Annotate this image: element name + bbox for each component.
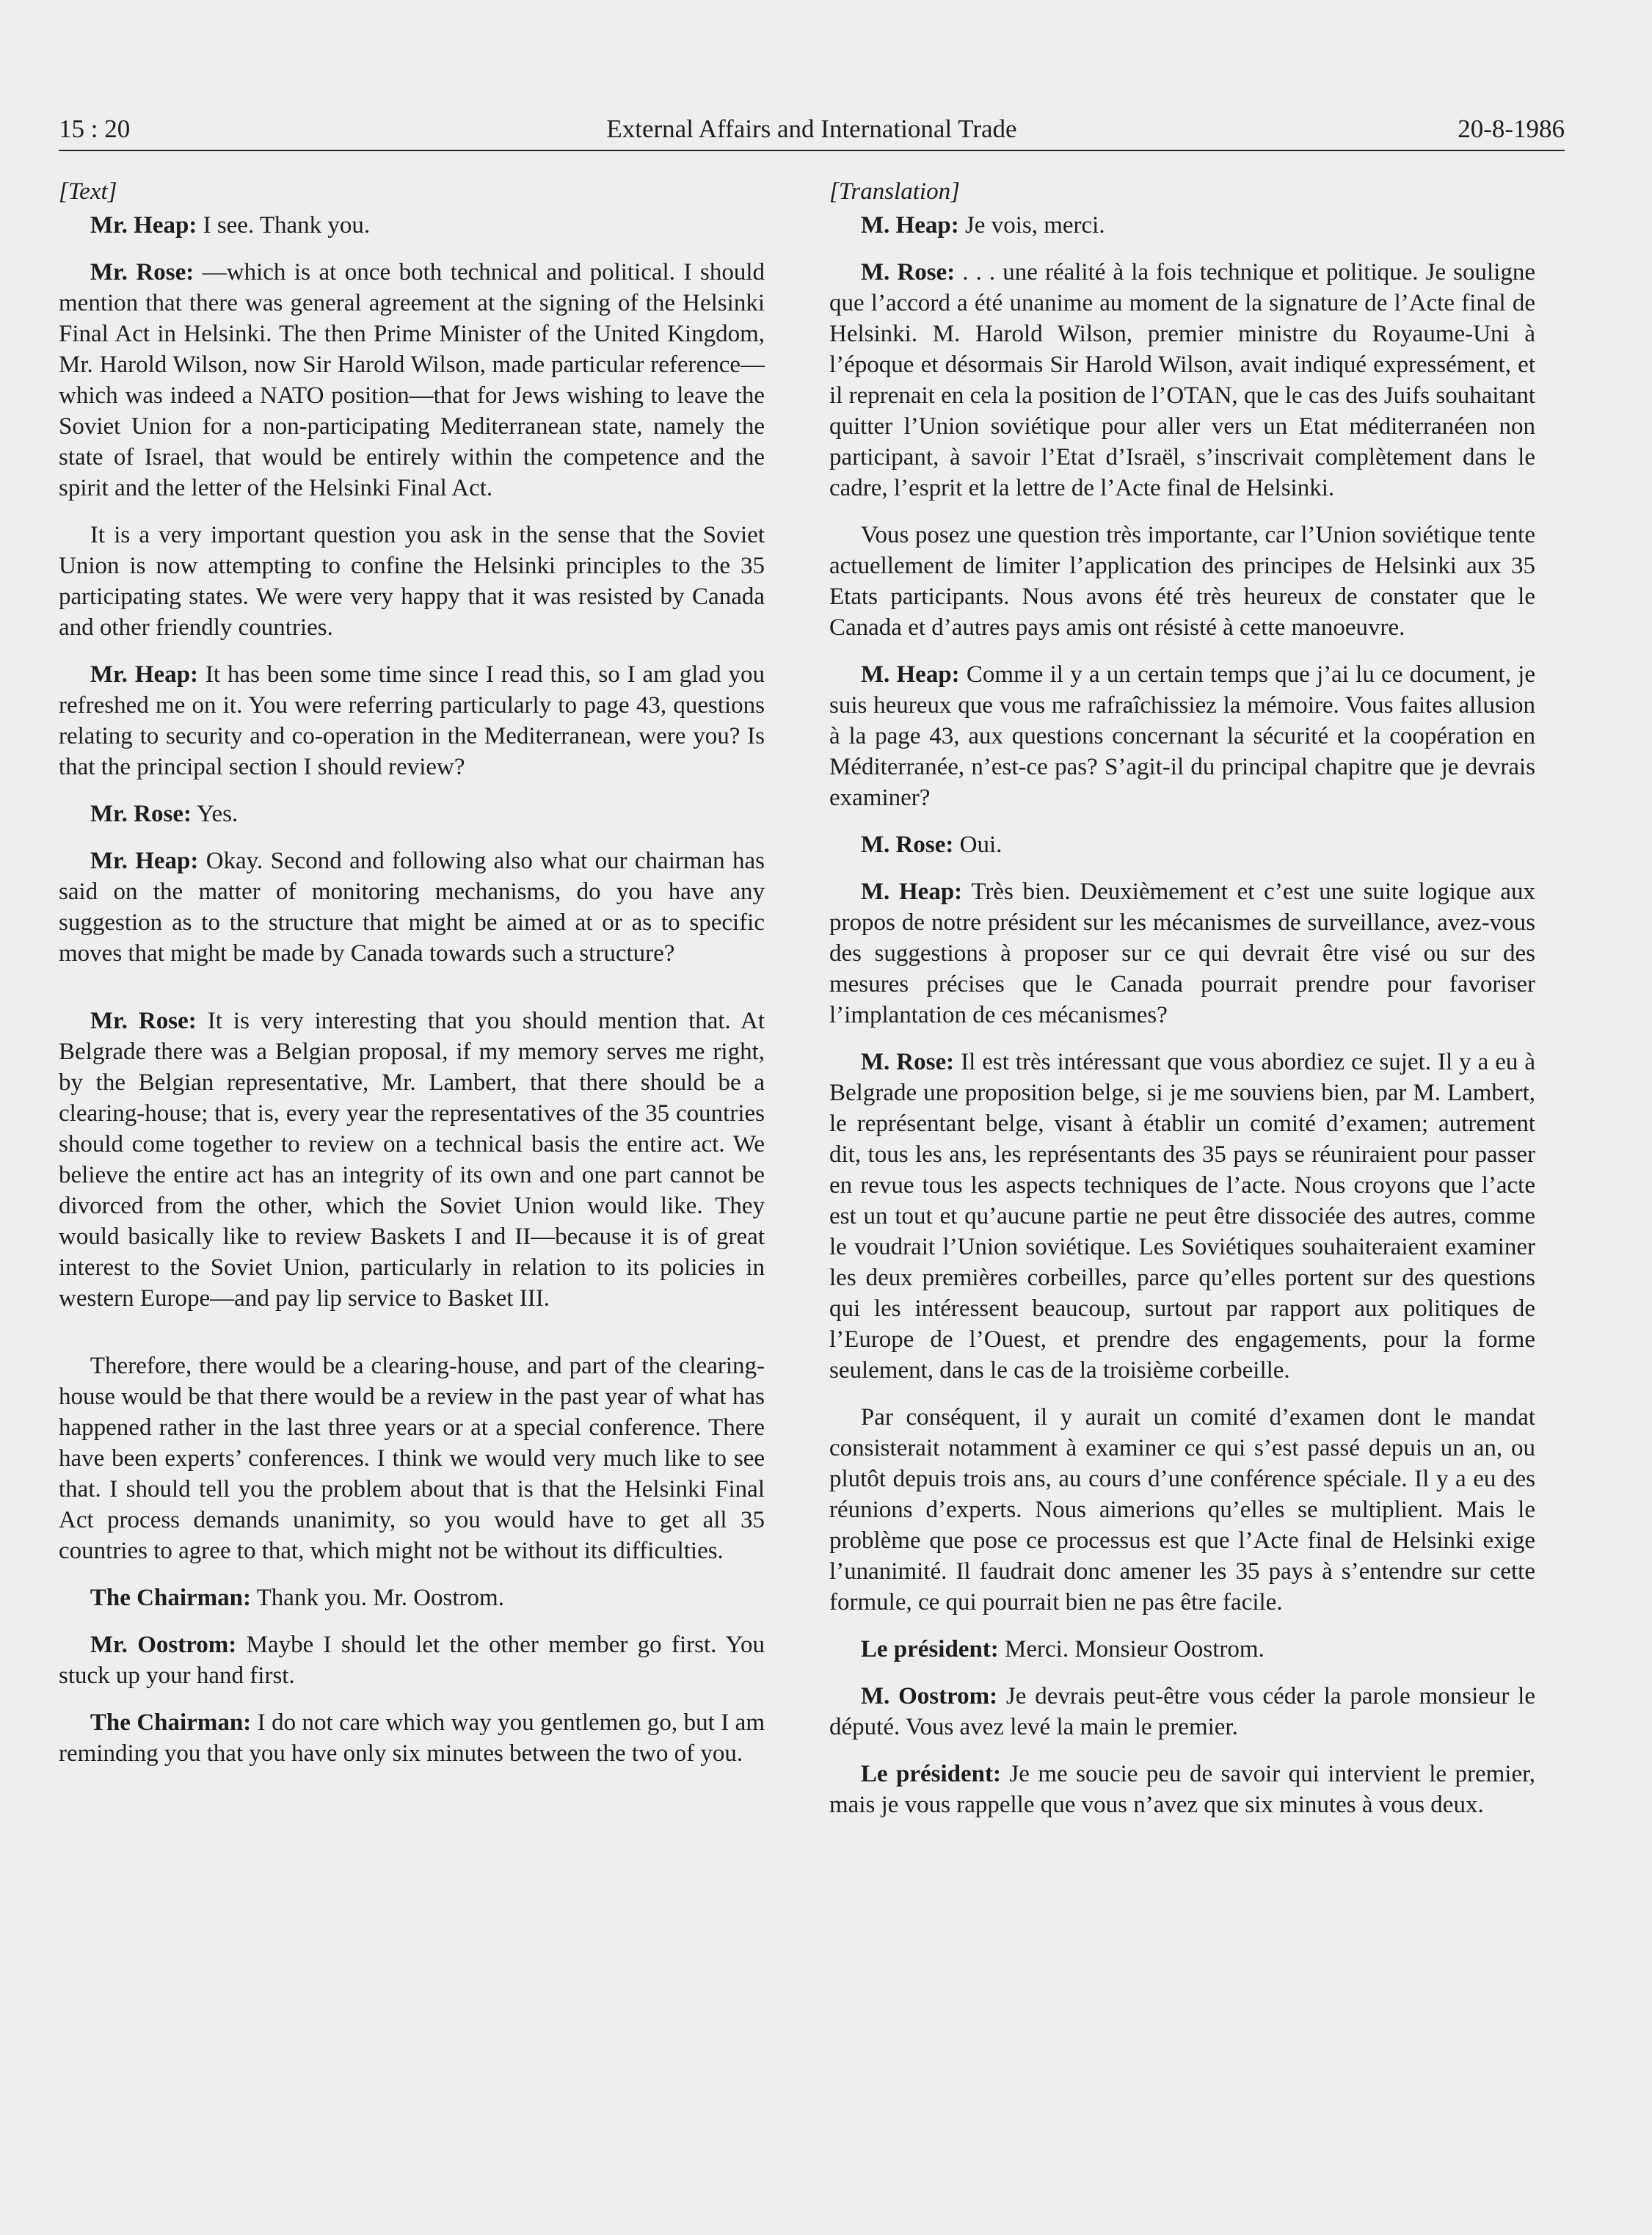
english-column	[59, 176, 765, 1785]
paragraph	[829, 659, 1535, 813]
speaker-name: M. Oostrom:	[860, 1683, 998, 1709]
speaker-name: Mr. Heap:	[90, 212, 197, 239]
paragraph	[59, 1629, 765, 1691]
speaker-name: Mr. Heap:	[90, 848, 199, 874]
paragraph	[59, 1707, 765, 1769]
speech-text: Okay. Second and following also what our chairman has said on the matter of monitoring mechanisms, do you have any suggestion as to the structure that might be aimed at or as to specific moves that might be made by Canada towards such a structure?	[59, 848, 765, 967]
speech-text: Maybe I should let the other member go first. You stuck up your hand first.	[59, 1632, 765, 1689]
paragraph	[829, 1402, 1535, 1618]
paragraph	[829, 1047, 1535, 1386]
speech-text: Par conséquent, il y aurait un comité d’examen dont le mandat consisterait notamment à examiner ce qui s’est passé depuis un an, ou plutôt depuis trois ans, au cours d’une conférence spéciale. Il y a eu des réunions d’experts. Nous aimerions qu’elles se multiplient. Mais le problème que pose ce processus est que l’Acte final de Helsinki exige l’unanimité. Il faudrait donc amener les 35 pays à s’entendre sur cette formule, ce qui pourrait bien ne pas être facile.	[829, 1404, 1535, 1616]
speech-text: Therefore, there would be a clearing-house, and part of the clearing-house would be that there would be a review in the past year of what has happened rather in the last three years or at a special conference. There have been experts’ conferences. I think we would very much like to see that. I should tell you the problem about that is that the Helsinki Final Act process demands unanimity, so you would have to get all 35 countries to agree to that, which might not be without its difficulties.	[59, 1353, 765, 1564]
paragraph	[829, 520, 1535, 643]
speaker-name: Le président:	[860, 1636, 999, 1662]
paragraph	[59, 1006, 765, 1314]
speech-text: —which is at once both technical and political. I should mention that there was general agreement at the signing of the Helsinki Final Act in Helsinki. The then Prime Minister of the United Kingdom, Mr. Harold Wilson, now Sir Harold Wilson, made particular reference—which was indeed a NATO position—that for Jews wishing to leave the Soviet Union for a non-participating Mediterranean state, namely the state of Israel, that would be entirely within the competence and the spirit and the letter of the Helsinki Final Act.	[59, 259, 765, 501]
paragraph	[59, 520, 765, 643]
column-label: [Text]	[59, 178, 117, 205]
speaker-name: M. Heap:	[860, 212, 959, 239]
paragraph	[59, 1351, 765, 1566]
column-label: [Translation]	[829, 178, 960, 205]
speech-text: Je devrais peut-être vous céder la parole monsieur le député. Vous avez levé la main le premier.	[829, 1683, 1535, 1740]
speech-text: It is a very important question you ask in the sense that the Soviet Union is now attempting to confine the Helsinki principles to the 35 participating states. We were very happy that it was resisted by Canada and other friendly countries.	[59, 522, 765, 641]
speaker-name: The Chairman:	[90, 1709, 252, 1736]
speech-text: I see. Thank you.	[197, 212, 371, 239]
speaker-name: Le président:	[860, 1761, 1001, 1787]
speaker-name: M. Rose:	[860, 832, 954, 858]
speech-text: Il est très intéressant que vous abordiez ce sujet. Il y a eu à Belgrade une proposition belge, si je me souviens bien, par M. Lambert, le représentant belge, visant à établir un comité d’examen; autrement dit, tous les ans, les représentants des 35 pays se réuniraient pour passer en revue tous les aspects techniques de l’acte. Nous croyons que l’acte est un tout et qu’aucune partie ne peut être dissociée des autres, comme le voudrait l’Union soviétique. Les Soviétiques souhaiteraient examiner les deux premières corbeilles, parce qu’elles portent sur des questions qui les intéressent beaucoup, surtout par rapport aux politiques de l’Europe de l’Ouest, et prendre des engagements, pour la forme seulement, dans le cas de la troisième corbeille.	[829, 1049, 1535, 1384]
speech-text: Oui.	[953, 832, 1003, 858]
paragraph	[829, 1681, 1535, 1742]
page-number: 15 : 20	[59, 115, 131, 143]
paragraph	[829, 210, 1535, 241]
speaker-name: Mr. Heap:	[90, 661, 198, 688]
speech-text: Je vois, merci.	[958, 212, 1105, 239]
speech-text: It is very interesting that you should mention that. At Belgrade there was a Belgian proposal, if my memory serves me right, by the Belgian representative, Mr. Lambert, that there should be a clearing-house; that is, every year the representatives of the 35 countries should come together to review on a technical basis the entire act. We believe the entire act has an integrity of its own and one part cannot be divorced from the other, which the Soviet Union would like. They would basically like to review Baskets I and II—because it is of great interest to the Soviet Union, particularly in relation to its policies in western Europe—and pay lip service to Basket III.	[59, 1008, 765, 1312]
speech-text: It has been some time since I read this, so I am glad you refreshed me on it. You were referring particularly to page 43, questions relating to security and co-operation in the Mediterranean, were you? Is that the principal section I should review?	[59, 661, 765, 780]
speech-text: Très bien. Deuxièmement et c’est une suite logique aux propos de notre président sur les mécanismes de surveillance, avez-vous des suggestions à proposer sur ce qui devrait être visé ou sur des mesures précises que le Canada pourrait prendre pour favoriser l’implantation de ces mécanismes?	[829, 879, 1535, 1028]
speaker-name: M. Heap:	[860, 661, 960, 688]
paragraph	[829, 1634, 1535, 1665]
speech-text: Yes.	[191, 801, 239, 827]
speech-text: Vous posez une question très importante, car l’Union soviétique tente actuellement de limiter l’application des principes de Helsinki aux 35 Etats participants. Nous avons été très heureux de constater que le Canada et d’autres pays amis ont résisté à cette manoeuvre.	[829, 522, 1535, 641]
paragraph	[829, 257, 1535, 504]
speech-text: Je me soucie peu de savoir qui intervient le premier, mais je vous rappelle que vous n’avez que six minutes à vous deux.	[829, 1761, 1536, 1818]
speaker-name: M. Rose:	[860, 259, 956, 286]
paragraph	[59, 257, 765, 504]
speech-text: I do not care which way you gentlemen go, but I am reminding you that you have only six minutes between the two of you.	[59, 1709, 765, 1767]
speaker-name: M. Rose:	[860, 1049, 955, 1075]
speech-text: . . . une réalité à la fois technique et politique. Je souligne que l’accord a été unanime au moment de la signature de l’Acte final de Helsinki. M. Harold Wilson, premier ministre du Royaume-Uni à l’époque et désormais Sir Harold Wilson, avait indiqué expressément, et il reprenait en cela la position de l’OTAN, que le cas des Juifs souhaitant quitter l’Union soviétique pour aller vers un Etat méditerranéen non participant, à savoir l’Etat d’Israël, s’inscrivait complètement dans le cadre, l’esprit et la lettre de l’Acte final de Helsinki.	[829, 259, 1535, 501]
paragraph	[829, 1759, 1535, 1820]
paragraph	[59, 1582, 765, 1613]
speaker-name: M. Heap:	[860, 879, 963, 905]
speaker-name: Mr. Rose:	[90, 1008, 197, 1034]
speech-text: Comme il y a un certain temps que j’ai lu ce document, je suis heureux que vous me rafraîchissiez la mémoire. Vous faites allusion à la page 43, aux questions concernant la sécurité et la coopération en Méditerranée, n’est-ce pas? S’agit-il du principal chapitre que je devrais examiner?	[829, 661, 1535, 811]
paragraph	[829, 876, 1535, 1031]
speaker-name: Mr. Rose:	[90, 801, 192, 827]
paragraph	[59, 659, 765, 782]
speaker-name: The Chairman:	[90, 1585, 251, 1611]
header-title: External Affairs and International Trade	[606, 115, 1017, 143]
speaker-name: Mr. Oostrom:	[90, 1632, 237, 1658]
paragraph	[59, 210, 765, 241]
paragraph	[829, 829, 1535, 860]
speech-text: Merci. Monsieur Oostrom.	[998, 1636, 1265, 1662]
paragraph	[59, 799, 765, 829]
paragraph	[59, 846, 765, 969]
speech-text: Thank you. Mr. Oostrom.	[250, 1585, 504, 1611]
header-rule	[59, 150, 1565, 151]
french-column	[829, 176, 1535, 1836]
speaker-name: Mr. Rose:	[90, 259, 194, 286]
running-header	[59, 109, 1565, 150]
header-date: 20-8-1986	[1458, 115, 1565, 143]
